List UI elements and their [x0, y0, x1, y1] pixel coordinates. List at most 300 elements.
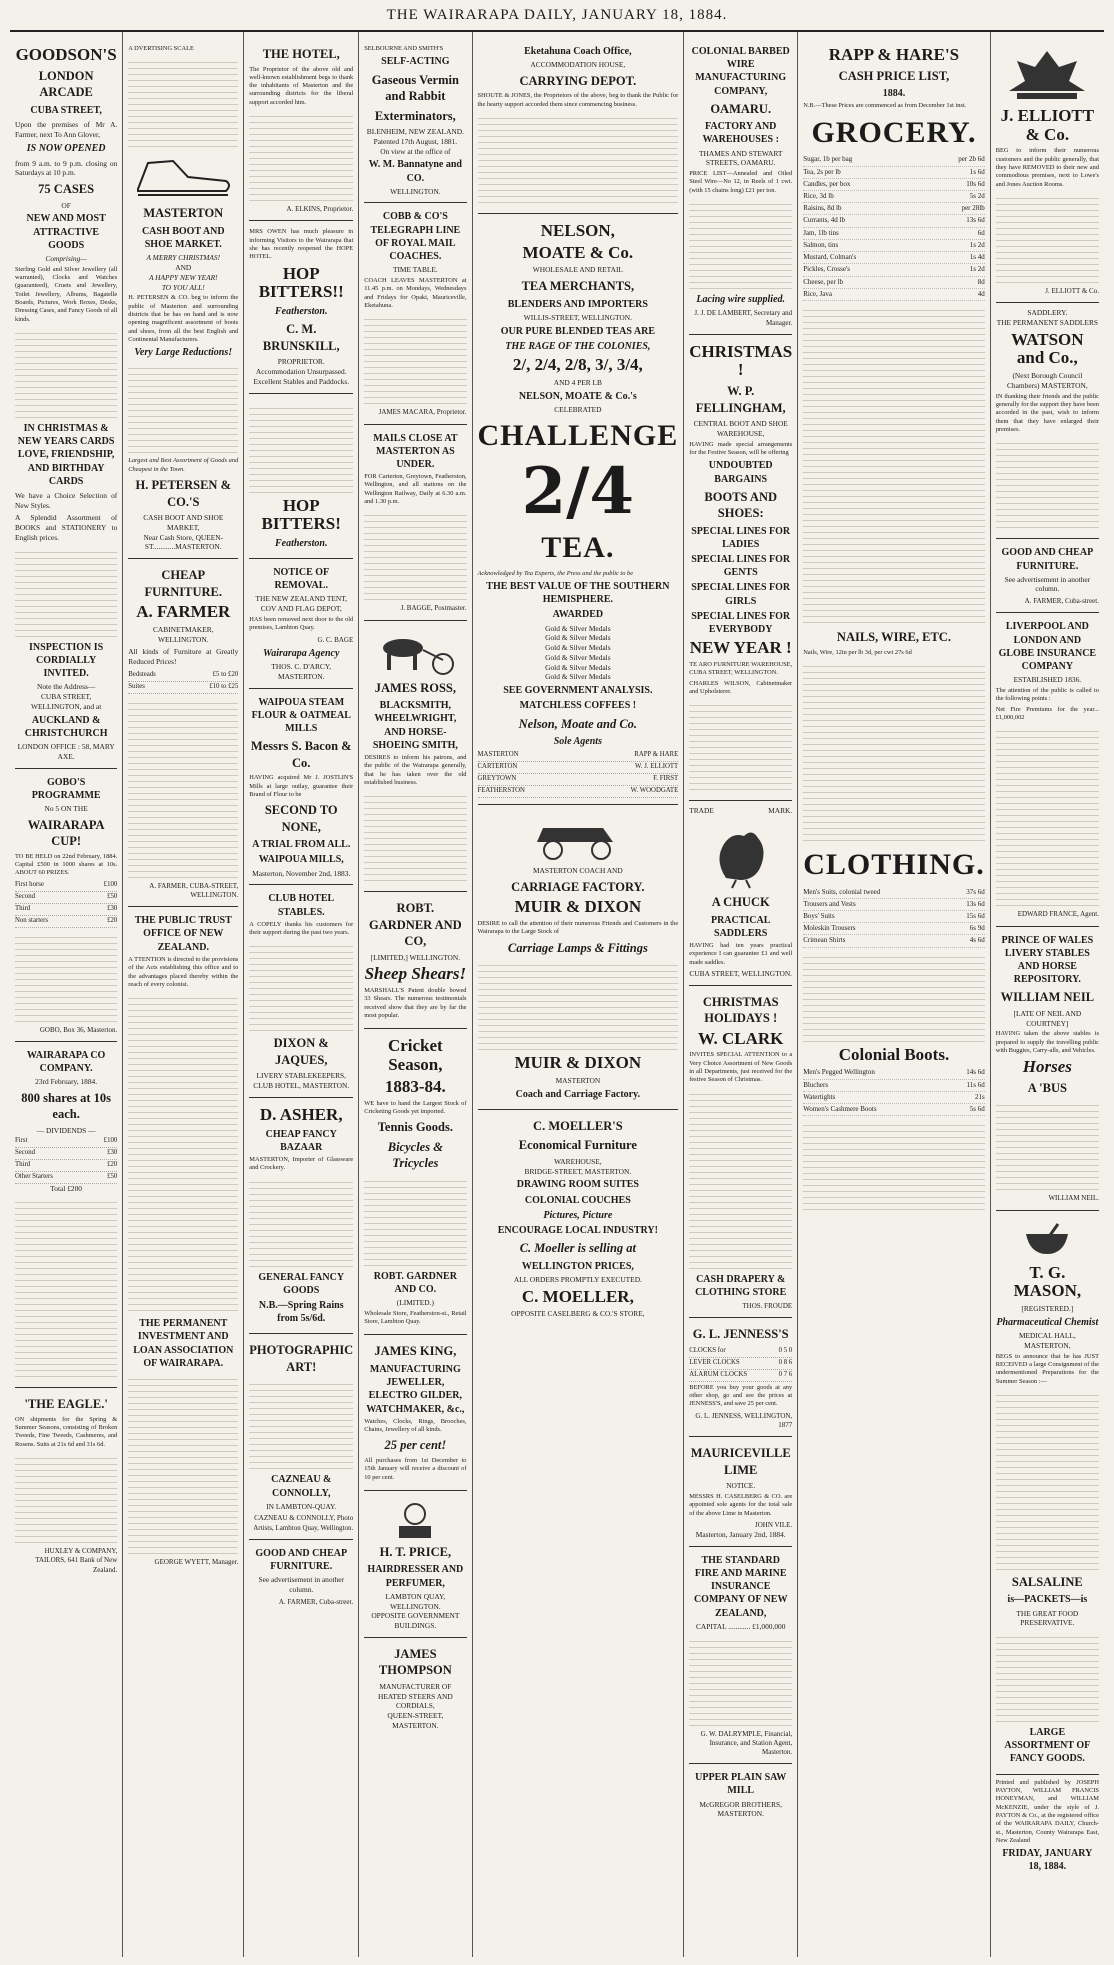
- gobo-sub: No 5 ON THE: [44, 803, 88, 813]
- king-ad: [364, 1335, 466, 1490]
- masterton-greet4: TO YOU ALL!: [161, 282, 205, 292]
- price-office: OPPOSITE GOVERNMENT BUILDINGS.: [371, 1611, 460, 1631]
- wairarapa-co-dividends: — DIVIDENDS —: [36, 1125, 96, 1135]
- imprint-text: Printed and published by JOSEPH PAYTON, WILLIAM FRANCIS HONEYMAN, and WILLIAM McKENZIE, under the style of J. PAYTON & Co., at the registered office of the WAIRARAPA DAILY, Church-st., Masterton, County Wairarapa East, New Zealand: [995, 1778, 1099, 1844]
- goodson-addr1: CUBA STREET, WELLINGTON, and at: [31, 692, 102, 711]
- carriage-factory-ad: [478, 805, 679, 1110]
- nelson-tea: TEA MERCHANTS,: [521, 279, 635, 294]
- asher-text-block: [249, 1177, 353, 1267]
- jenness-body: BEFORE you buy your goods at any other shop, go and see the prices at JENNESS'S, and save 25 per cent.: [689, 1383, 793, 1408]
- nelson-acknowledged: Acknowledged by Tea Experts, the Press and the public to be: [477, 569, 634, 577]
- masthead: THE WAIRARAPA DAILY, JANUARY 18, 1884.: [10, 0, 1104, 32]
- gobo-signature: GOBO, Box 36, Masterton.: [39, 1025, 118, 1034]
- furniture3-title: GOOD AND CHEAP FURNITURE.: [1001, 547, 1094, 572]
- tent-depot-ad: [249, 559, 353, 689]
- liverpool-est: ESTABLISHED 1836.: [1013, 675, 1082, 685]
- ross-sub: BLACKSMITH, WHEELWRIGHT, AND HORSE-SHOEING SMITH,: [372, 700, 458, 751]
- nelson-big-price: 2/4: [521, 454, 635, 530]
- christmas-line: SPECIAL LINES FOR LADIES: [691, 525, 791, 550]
- rooster-trademark-icon: [696, 820, 786, 890]
- rapp-hare-ad: [803, 38, 985, 1220]
- list-item: First horse £100: [15, 880, 117, 892]
- goodson-intro: Upon the premises of Mr A. Farmer, next To Ann Glover,: [15, 119, 118, 139]
- nelson-rage: THE RAGE OF THE COLONIES,: [505, 340, 651, 352]
- trust-text-block: [128, 993, 238, 1313]
- furniture-body: All kinds of Furniture at Greatly Reduced Prices!: [128, 647, 239, 667]
- eagle-title: 'THE EAGLE.': [24, 1397, 108, 1412]
- grocery-text-block: [803, 305, 985, 625]
- rapp-colonial: Colonial Boots.: [838, 1044, 950, 1064]
- moeller-orders: ALL ORDERS PROMPTLY EXECUTED.: [513, 1274, 642, 1284]
- thompson-ad: [364, 1638, 466, 1737]
- hotel-title: THE HOTEL,: [262, 47, 340, 61]
- owen-ad: [249, 221, 353, 393]
- masterton-reduction: Very Large Reductions!: [134, 347, 233, 359]
- wairarapa-co-date: 23rd February, 1884.: [35, 1077, 98, 1087]
- fire-text-block: [689, 1636, 792, 1726]
- carriage-illustration-icon: [523, 814, 633, 862]
- goodson-addr2: AUCKLAND & CHRISTCHURCH: [24, 714, 108, 739]
- holidays-title: CHRISTMAS HOLIDAYS !: [702, 994, 779, 1026]
- list-item: Moleskin Trousers 6s 9d: [803, 923, 985, 935]
- brunskill-title: C. M. BRUNSKILL,: [262, 322, 340, 353]
- moeller-pictures: Pictures, Picture: [543, 1209, 613, 1221]
- list-item: Second £30: [15, 1148, 117, 1160]
- depot-body: SHOUTE & JONES, the Proprietors of the above, beg to thank the Public for the hearty support accorded them since commencing business.: [477, 92, 679, 108]
- gardner-sub: [LIMITED,] WELLINGTON.: [370, 952, 461, 962]
- price-ad: [364, 1491, 466, 1638]
- photo-sub: IN LAMBTON-QUAY.: [266, 1501, 337, 1511]
- gaseous-sub: Gaseous Vermin and Rabbit: [371, 72, 459, 104]
- list-item: ALARUM CLOCKS 0 7 6: [689, 1370, 792, 1382]
- club-sub: LIVERY STABLEKEEPERS, CLUB HOTEL, MASTERTON.: [253, 1071, 350, 1091]
- goodson-goods: NEW AND MOST ATTRACTIVE GOODS: [26, 213, 106, 251]
- christmas-newyear: NEW YEAR !: [689, 638, 792, 658]
- mill-title: UPPER PLAIN SAW MILL: [695, 1772, 787, 1797]
- goodson-sub: LONDON ARCADE: [38, 68, 94, 100]
- neil-ad: [996, 927, 1099, 1211]
- king-sale: All purchases from 1st December to 15th January will receive a discount of 10 per cent.: [364, 1456, 467, 1481]
- nelson-firm: NELSON, MOATE & Co.'s: [518, 390, 637, 402]
- hop-bitters-ad: [249, 394, 353, 560]
- list-item: Salmon, tins 1s 2d: [803, 240, 985, 252]
- moeller-couches: COLONIAL COUCHES: [524, 1194, 631, 1206]
- goodson-inspection: INSPECTION IS CORDIALLY INVITED.: [29, 641, 104, 680]
- depot-text-block: [478, 113, 679, 203]
- christmas-body: HAVING made special arrangements for the Festive Season, will be offering: [689, 440, 793, 457]
- mortar-pestle-icon: [1012, 1220, 1082, 1260]
- nelson-best: THE BEST VALUE OF THE SOUTHERN HEMISPHERE.: [486, 581, 670, 606]
- factory-sub2: Coach and Carriage Factory.: [515, 1088, 641, 1100]
- mills-trial: A TRIAL FROM ALL.: [252, 839, 351, 851]
- neil-horses: Horses: [1022, 1057, 1072, 1077]
- elliott-title: J. ELLIOTT & Co.: [1000, 106, 1095, 144]
- neil-bus: A 'BUS: [1027, 1080, 1067, 1095]
- barber-illustration-icon: [375, 1500, 455, 1540]
- rapp-clothing: CLOTHING.: [803, 847, 985, 881]
- list-item: Boys' Suits 15s 6d: [803, 911, 985, 923]
- mason-packets: is—PACKETS—is: [1007, 1594, 1088, 1606]
- horse-cart-illustration-icon: [365, 630, 465, 676]
- watson-title: WATSON and Co.,: [1011, 329, 1084, 368]
- coach-body: COACH LEAVES MASTERTON at 11.45 p.m. on Mondays, Wednesdays and Fridays for Opaki, Mauriceville, Eketahuna.: [364, 276, 467, 309]
- nelson-prices: 2/, 2/4, 2/8, 3/, 3/4,: [512, 355, 643, 375]
- gobo-title: GOBO'S PROGRAMME: [31, 776, 101, 801]
- moeller-sub: Economical Furniture: [518, 1138, 637, 1153]
- fire-title: THE STANDARD FIRE AND MARINE INSURANCE COMPANY OF NEW ZEALAND,: [693, 1554, 788, 1619]
- liverpool-ad: [996, 613, 1099, 926]
- wire-signature: J. J. DE LAMBERT, Secretary and Manager.: [694, 309, 793, 327]
- coach-title: COBB & CO'S TELEGRAPH LINE OF ROYAL MAIL COACHES.: [370, 211, 461, 263]
- neil-title: PRINCE OF WALES LIVERY STABLES AND HORSE REPOSITORY.: [1001, 934, 1094, 986]
- gardner-sheep: Sheep Shears!: [364, 964, 467, 984]
- sunlight-sub: THOS. C. D'ARCY, MASTERTON.: [271, 662, 332, 681]
- wire-factory: FACTORY AND WAREHOUSES :: [702, 121, 779, 146]
- elliott-signature: J. ELLIOTT & Co.: [1045, 287, 1099, 296]
- rapp-nails: NAILS, WIRE, ETC.: [836, 630, 951, 645]
- goodson-hours: from 9 a.m. to 9 p.m. closing on Saturdays at 10 p.m.: [15, 158, 118, 178]
- moeller-addr: OPPOSITE CASELBERG & CO.'S STORE,: [511, 1309, 645, 1319]
- masterton-address: Near Cash Store, QUEEN-ST............MASTERTON.: [143, 532, 224, 552]
- list-item: Mustard, Colman's 1s 4d: [803, 252, 985, 264]
- mason-sub: [REGISTERED.]: [1021, 1304, 1074, 1314]
- mason-sub2: THE GREAT FOOD PRESERVATIVE.: [1016, 1608, 1079, 1628]
- goodson-choice: We have a Choice Selection of New Styles.: [15, 490, 118, 510]
- list-item: LEVER CLOCKS 0 8 6: [689, 1358, 792, 1370]
- medal-item: Gold & Silver Medals: [545, 643, 611, 653]
- moeller-encourage: ENCOURAGE LOCAL INDUSTRY!: [497, 1224, 658, 1236]
- asher-body: MASTERTON, Importer of Glassware and Crockery.: [249, 1155, 354, 1172]
- wire-text-block: [689, 199, 792, 289]
- mason-body: BEGS to announce that he has JUST RECEIVED a large Consignment of the undermentioned Preparations for the Summer Season :—: [995, 1352, 1099, 1385]
- public-trust-ad: [128, 907, 238, 1573]
- holidays-firm: W. CLARK: [698, 1028, 784, 1048]
- goodson-text-block-2: [15, 547, 117, 637]
- gaseous-title: SELF-ACTING: [381, 56, 450, 68]
- goodson-text-block: [15, 328, 117, 418]
- owen-body: MRS OWEN has much pleasure in informing Visitors to the Wairarapa that she has recently reopened the HOPE HOTEL.: [249, 228, 354, 261]
- list-item: Candles, per box 10s 6d: [803, 179, 985, 191]
- goodson-of: OF: [61, 200, 71, 210]
- goodson-open: IS NOW OPENED: [26, 143, 106, 155]
- nails-text-block: [803, 661, 985, 841]
- furniture-text-block: [128, 698, 238, 878]
- masterton-firm2: CASH BOOT AND SHOE MARKET,: [143, 513, 224, 532]
- club-title: CLUB HOTEL STABLES.: [268, 893, 335, 918]
- depot-title: Eketahuna Coach Office,: [524, 46, 632, 57]
- coach-signature: JAMES MACARA, Proprietor.: [378, 408, 467, 417]
- photo-text-block: [249, 1379, 353, 1469]
- goodson-address-label: Note the Address—: [36, 682, 96, 692]
- photo-firm: CAZNEAU & CONNOLLY,: [271, 1474, 332, 1499]
- mills-second: SECOND TO NONE,: [264, 803, 338, 834]
- cricket-body: WE have to hand the Largest Stock of Cricketing Goods yet imported.: [364, 1099, 467, 1115]
- list-item: Rice, Java 4d: [803, 289, 985, 301]
- boots-price-list: [803, 1067, 985, 1116]
- factory-firm: MUIR & DIXON: [514, 897, 642, 917]
- wairarapa-co-list: [15, 1136, 117, 1184]
- furniture-trade: CABINETMAKER, WELLINGTON.: [152, 624, 214, 644]
- rapp-year: 1884.: [882, 88, 906, 100]
- club-stables-ad: [249, 885, 353, 1098]
- liverpool-capital: Net Fire Premiums for the year...£1,000,002: [995, 705, 1099, 721]
- furniture3-ad: [996, 539, 1099, 613]
- masterton-title: MASTERTON: [143, 206, 224, 221]
- mills-title: WAIPOUA STEAM FLOUR & OATMEAL MILLS: [251, 696, 351, 734]
- list-item: MASTERTON RAPP & HARE: [478, 750, 679, 762]
- medal-item: Gold & Silver Medals: [545, 672, 611, 682]
- mason-title: T. G. MASON,: [1013, 1262, 1082, 1301]
- trade-label: TRADE: [689, 806, 714, 816]
- column-7: [798, 32, 991, 1957]
- jenness-clock-list: [689, 1346, 792, 1382]
- hotel-body: The Proprietor of the above old and well-known establishment begs to thank the inhabitants of Masterton and the surrounding districts for the liberal support accorded him.: [249, 65, 354, 106]
- lime-signature: JOHN VILE.: [754, 1520, 793, 1529]
- ross-ad: [364, 621, 466, 893]
- factory-sub: MASTERTON: [555, 1075, 601, 1085]
- mason-text-block-2: [996, 1632, 1099, 1722]
- column-8: [991, 32, 1104, 1957]
- list-item: First £100: [15, 1136, 117, 1148]
- nelson-agent-list: [478, 750, 679, 798]
- gaseous-firm: W. M. Bannatyne and CO.: [368, 159, 462, 184]
- elliott-ad: [996, 38, 1099, 303]
- wilson-text-block: [689, 700, 792, 790]
- trust-body: A TTENTION is directed to the provisions of the Acts establishing this office and to the advantages placed thereby within the reach of every colonist.: [128, 955, 239, 988]
- brunskill-line2: Excellent Stables and Paddocks.: [253, 376, 350, 386]
- moeller-title: C. MOELLER'S: [533, 1118, 623, 1133]
- christmas-warehouse: TE ARO FURNITURE WAREHOUSE, CUBA STREET, WELLINGTON.: [689, 660, 793, 677]
- holidays-text-block: [689, 1089, 792, 1269]
- watson-sub: THE PERMANENT SADDLERS: [996, 318, 1098, 328]
- column-3: [244, 32, 359, 1957]
- holidays-signature: THOS. FROUDE: [742, 1302, 793, 1310]
- trust-title: THE PUBLIC TRUST OFFICE OF NEW ZEALAND.: [134, 915, 232, 953]
- chuck-body: HAVING had ten years practical experience I can guarantee £1 and well made saddles.: [689, 941, 793, 966]
- wairarapa-co-ad: [15, 1042, 117, 1389]
- wairarapa-co-text-block: [15, 1197, 117, 1377]
- furniture-title: CHEAP FURNITURE.: [144, 568, 222, 599]
- nelson-sub: WHOLESALE AND RETAIL: [532, 265, 623, 275]
- list-item: Bluchers 11s 6d: [803, 1080, 985, 1092]
- medal-item: Gold & Silver Medals: [545, 652, 611, 662]
- king-sub: MANUFACTURING JEWELLER, ELECTRO GILDER, WATCHMAKER, &c.,: [366, 1363, 465, 1415]
- gobo-prize-list: [15, 880, 117, 928]
- neil-name: WILLIAM NEIL: [1000, 990, 1095, 1005]
- sunlight-title: Wairarapa Agency: [263, 647, 340, 659]
- wire-addr: THAMES AND STEWART STREETS, OAMARU.: [699, 148, 783, 168]
- mails-body: FOR Carterton, Greytown, Featherston, Wellington, and all stations on the Wellington Railway, Daily at 6.30 a.m. and 1.30 p.m.: [364, 473, 467, 506]
- king-body: Watches, Clocks, Rings, Brooches, Chains, Jewellery of all kinds.: [364, 1417, 467, 1434]
- nelson-and: AND 4 PER LB: [553, 377, 602, 387]
- coach-ad: [364, 203, 466, 424]
- nelson-govt: SEE GOVERNMENT ANALYSIS.: [503, 685, 653, 697]
- masterton-largest: Largest and Best Assortment of Goods and Cheapest in the Town.: [128, 457, 239, 473]
- tent-title: NOTICE OF REMOVAL.: [273, 567, 330, 592]
- mills-date: Masterton, November 2nd, 1883.: [252, 868, 351, 878]
- chuck-brand: A CHUCK: [711, 895, 770, 909]
- lime-date: Masterton, January 2nd, 1884.: [695, 1530, 786, 1540]
- liverpool-signature: EDWARD FRANCE, Agent.: [1017, 910, 1099, 919]
- crest-illustration-icon: [997, 47, 1097, 103]
- list-item: Suites £10 to £25: [128, 682, 238, 694]
- furniture3-signature: A. FARMER, Cuba-street.: [1024, 597, 1099, 606]
- lime-title: MAURICEVILLE LIME: [690, 1446, 791, 1477]
- list-item: Jam, 1lb tins 6d: [803, 228, 985, 240]
- hop-place: Featherston.: [274, 537, 328, 549]
- wairarapa-co-total: Total £200: [50, 1183, 82, 1193]
- masterton-boot-ad: [128, 38, 238, 559]
- gobo-ad: [15, 769, 117, 1042]
- watson-sub2: (Next Borough Council Chambers) MASTERTON,: [1006, 371, 1088, 390]
- list-item: Third £30: [15, 904, 117, 916]
- christmas-firm: W. P. FELLINGHAM,: [695, 384, 786, 415]
- clothing-price-list: [803, 887, 985, 948]
- asher-spring: N.B.—Spring Rains from 5s/6d.: [258, 1299, 344, 1325]
- wire-body: PRICE LIST—Annealed and Oiled Steel Wire—No 12, in Reels of 1 cwt. (with 15 chains long) £21 per ton.: [689, 170, 793, 194]
- gobo-cup: WAIRARAPA CUP!: [27, 817, 105, 849]
- king-percent: 25 per cent!: [384, 1438, 447, 1453]
- tent-signature: G. C. BAGE: [317, 635, 354, 644]
- factory-body: DESIRE to call the attention of their numerous Friends and Customers in the Wairarapa to the Large Stock of: [477, 920, 679, 936]
- gardner2-sub: (LIMITED.): [396, 1298, 434, 1308]
- list-item: Non starters £20: [15, 916, 117, 928]
- nelson-our: OUR PURE BLENDED TEAS ARE: [500, 325, 655, 337]
- gaseous-ad: [364, 38, 466, 203]
- mails-ad: [364, 425, 466, 621]
- owen-place: Featherston.: [274, 306, 328, 318]
- trade-mark-row: [689, 806, 792, 816]
- list-item: CARTERTON W. J. ELLIOTT: [478, 762, 679, 774]
- mason-text-block: [996, 1390, 1099, 1570]
- neil-body: HAVING taken the above stables is prepared to supply the travelling public with Buggies, Carry-alls, and Vehicles.: [995, 1030, 1099, 1054]
- nelson-blend: BLENDERS AND IMPORTERS: [507, 298, 648, 310]
- mason-salsaline: SALSALINE: [1011, 1574, 1083, 1589]
- gaseous-sale: On view at the office of: [380, 146, 451, 156]
- mason-role: Pharmaceutical Chemist: [996, 1316, 1099, 1328]
- eagle-body: ON shipments for the Spring & Summer Seasons, consisting of Broken Tweeds, Fine Tweeds, Cashmeres, and Rosens. Suits at 21s 6d and 31s 6d.: [15, 1415, 118, 1448]
- moeller-ad: [478, 1110, 679, 1325]
- christmas-sub: CENTRAL BOOT AND SHOE WAREHOUSE,: [693, 419, 788, 438]
- list-item: Crimean Shirts 4s 6d: [803, 935, 985, 947]
- gardner-body: MARSHALL'S Patent double bowed 33 Shears. The numerous testimonials received show that they are by far the most popular.: [364, 987, 467, 1020]
- elliott-body: BEG to inform their numerous customers and the public generally, that they have REMOVED to their new and commodious premises, next to Lowe's and Jones Auction Rooms.: [995, 147, 1099, 188]
- neil-signature: WILLIAM NEIL.: [1048, 1194, 1099, 1203]
- column-6: [684, 32, 798, 1957]
- rapp-note: N.B.—These Prices are commenced as from December 1st inst.: [803, 102, 967, 110]
- list-item: FEATHERSTON W. WOODGATE: [478, 786, 679, 798]
- gardner2-addr: Wholesale Store, Featherston-st., Retail Store, Lambton Quay.: [364, 1309, 467, 1326]
- wire-agents: Lacing wire supplied.: [696, 294, 786, 306]
- chuck-city: CUBA STREET, WELLINGTON.: [689, 968, 793, 978]
- medal-item: Gold & Silver Medals: [545, 633, 611, 643]
- masterton-small: A DVERTISING SCALE: [128, 45, 194, 52]
- mason-hall: MEDICAL HALL, MASTERTON,: [1018, 1331, 1076, 1350]
- nelson-celebrated: CELEBRATED: [554, 404, 602, 414]
- hotel-signature: A. ELKINS, Proprietor.: [286, 205, 354, 214]
- rapp-grocery: GROCERY.: [811, 115, 977, 149]
- mark-label: MARK.: [768, 806, 793, 816]
- cricket-tennis: Tennis Goods.: [377, 1120, 453, 1135]
- columns: [10, 32, 1104, 1957]
- clothing-text-block: [803, 952, 985, 1042]
- photo-signature: CAZNEAU & CONNOLLY, Photo Artists, Lambton Quay, Wellington.: [253, 1514, 354, 1532]
- list-item: Bedsteads £5 to £20: [128, 670, 238, 682]
- hop-title: HOP BITTERS!: [261, 495, 341, 534]
- shoe-illustration-icon: [128, 151, 238, 201]
- medal-item: Gold & Silver Medals: [545, 623, 611, 633]
- column-4: [359, 32, 472, 1957]
- furniture2-signature: A. FARMER, Cuba-street.: [278, 1597, 354, 1606]
- ross-title: JAMES ROSS,: [374, 680, 456, 695]
- list-item: Currants, 4d lb 13s 6d: [803, 215, 985, 227]
- mason-ad: [996, 1211, 1099, 1775]
- christmas-line: SPECIAL LINES FOR GENTS: [691, 554, 791, 579]
- list-item: GREYTOWN F. FIRST: [478, 774, 679, 786]
- price-title: H. T. PRICE,: [379, 1544, 452, 1559]
- eagle-signature: HUXLEY & COMPANY, TAILORS, 641 Bank of New Zealand.: [35, 1547, 118, 1574]
- lime-body: MESSRS H. CASELBERG & CO. are appointed sole agents for the total sale of the above Lime in Masterton.: [689, 1492, 793, 1517]
- standard-fire-ad: [689, 1547, 792, 1764]
- eagle-text-block: [15, 1453, 117, 1543]
- furniture3-body: See advertisement in another column.: [1004, 574, 1091, 594]
- masterton-firm: H. PETERSEN & CO.'S: [135, 478, 232, 509]
- nelson-agents: Sole Agents: [553, 736, 602, 748]
- goodson-cases: 75 CASES: [38, 182, 95, 197]
- jenness-title: G. L. JENNESS'S: [692, 1327, 789, 1342]
- factory-title: MASTERTON COACH AND: [532, 866, 623, 876]
- owen-title: HOP BITTERS!!: [258, 263, 344, 302]
- wire-title: COLONIAL BARBED WIRE MANUFACTURING COMPANY,: [691, 46, 790, 97]
- price-addr: LAMBTON QUAY, WELLINGTON.: [385, 1591, 446, 1611]
- mails-text-block: [364, 510, 466, 600]
- nelson-city: WILLIS-STREET, WELLINGTON.: [523, 312, 632, 322]
- list-item: Women's Cashmere Boots 5s 6d: [803, 1104, 985, 1116]
- watson-ad: [996, 303, 1099, 539]
- depot-main: CARRYING DEPOT.: [519, 73, 637, 88]
- nelson-teaword: TEA.: [541, 531, 615, 565]
- gaseous-place: BLENHEIM, NEW ZEALAND.: [366, 127, 464, 137]
- christmas-line: SPECIAL LINES FOR GIRLS: [691, 582, 791, 607]
- masterton-greet2: AND: [175, 262, 192, 272]
- moeller-city: BRIDGE-STREET, MASTERTON.: [524, 1166, 632, 1176]
- cricket-text-block: [364, 1176, 466, 1266]
- jenness-signature: G. L. JENNESS, WELLINGTON, 1877: [695, 1411, 793, 1429]
- list-item: Tea, 2s per lb 1s 6d: [803, 167, 985, 179]
- nelson-title: NELSON,: [540, 221, 615, 241]
- depot-sub: ACCOMMODATION HOUSE,: [530, 60, 626, 70]
- nelson-moate-ad: [478, 214, 679, 805]
- nelson-awarded: AWARDED: [552, 609, 604, 621]
- list-item: Pickles, Crosse's 1s 2d: [803, 264, 985, 276]
- watson-body: IN thanking their friends and the public generally for the support they have been accorded in the past, wish to inform them that they have enlarged their premises.: [995, 392, 1099, 433]
- fire-signature: G. W. DALRYMPLE, Financial, Insurance, and Station Agent, Masterton.: [700, 1729, 793, 1757]
- mills-place: WAIPOUA MILLS,: [258, 854, 344, 866]
- thompson-addr: QUEEN-STREET, MASTERTON.: [387, 1711, 444, 1730]
- factory-signature: MUIR & DIXON: [514, 1053, 642, 1073]
- fellingham-ad: [689, 335, 792, 801]
- goodson-street: CUBA STREET,: [30, 104, 102, 116]
- trust-signature: GEORGE WYETT, Manager.: [154, 1557, 239, 1566]
- moeller-room: DRAWING ROOM SUITES: [516, 1179, 639, 1191]
- list-item: Men's Suits, colonial tweed 37s 6d: [803, 887, 985, 899]
- list-item: CLOCKS for 0 5 0: [689, 1346, 792, 1358]
- neil-text-block: [996, 1100, 1099, 1190]
- neil-sub: [LATE OF NEIL AND COURTNEY]: [1013, 1008, 1082, 1028]
- king-title: JAMES KING,: [374, 1344, 457, 1359]
- asher-ad: [249, 1098, 353, 1334]
- imprint: [996, 1779, 1099, 1874]
